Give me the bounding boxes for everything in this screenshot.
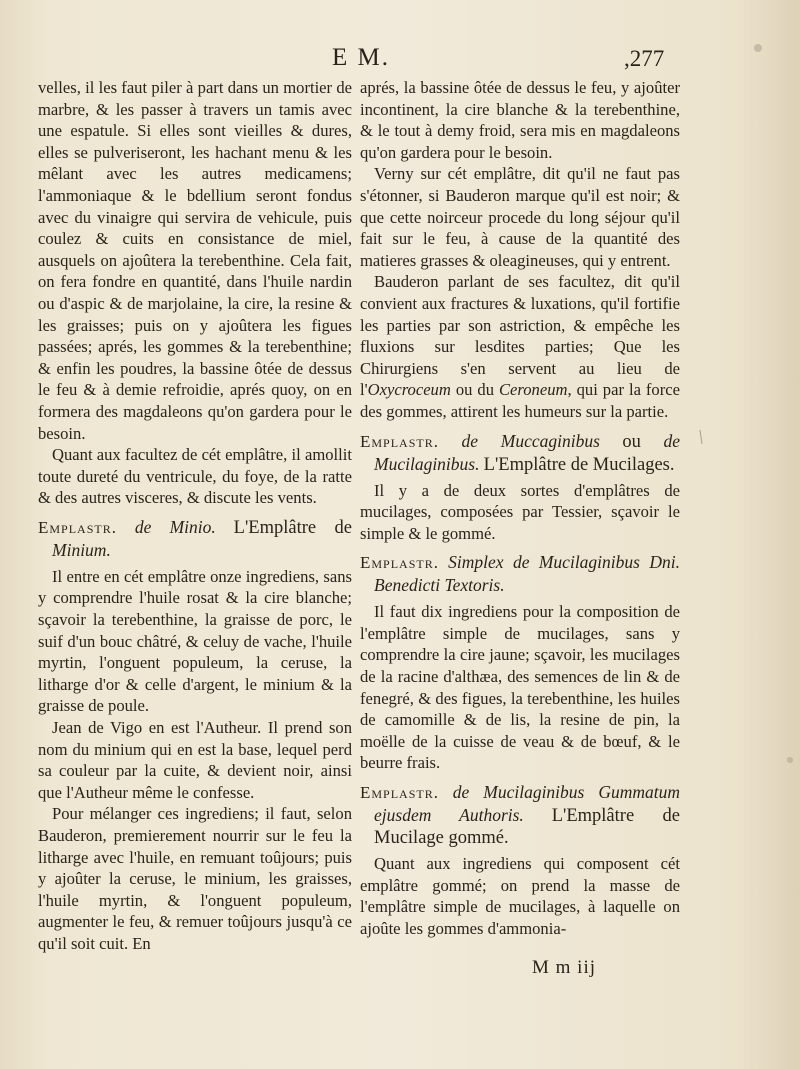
signature-mark: M m iij	[532, 957, 597, 978]
heading-label: Emplastr.	[360, 553, 439, 573]
heading-latin: de Muccaginibus	[461, 430, 600, 451]
heading-french: L'Emplâtre de Mucilage gommé.	[374, 806, 680, 849]
heading-label: Emplastr.	[38, 517, 117, 537]
section-heading-mucilaginibus	[360, 430, 680, 476]
running-title: E M.	[332, 44, 390, 71]
paragraph: Quant aux ingrediens qui composent cét emplâtre gommé; on prend la masse de l'emplâtre simple de mucilages, à laquelle on ajoûte les gommes d'ammonia-	[360, 854, 680, 938]
text-run: , qui par la force des gommes, attirent les humeurs sur la partie.	[360, 380, 680, 421]
paragraph: Pour mélanger ces ingrediens; il faut, selon Bauderon, premierement nourrir sur le feu la litharge avec l'huile, en remuant toûjours; puis y ajoûter la ceruse, le minium, les graisses, l'huile myrtin, & l'onguent populeum, augmenter le feu, & remuer toûjours jusqu'à ce qu'il soit cuit. En	[38, 804, 352, 953]
heading-conjunction: ou	[622, 431, 641, 452]
text-run: ou du	[450, 380, 499, 400]
heading-french: L'Emplâtre de Mucilages.	[483, 454, 675, 475]
page-number: ,277	[624, 46, 665, 71]
section-heading-minio	[38, 516, 352, 562]
text-run: Bauderon parlant de ses facultez, dit qu'il convient aux fractures & luxations, qu'il fortifie les parties par son astriction, & empêche les fluxions sur lesdites parties; Que les Chirurgiens s'en servent au lieu de l'	[360, 272, 680, 400]
heading-label: Emplastr.	[360, 431, 439, 451]
heading-latin: de Mucilaginibus.	[374, 430, 680, 474]
heading-label: Emplastr.	[360, 783, 439, 803]
heading-latin: Simplex de Mucilaginibus Dni. Benedicti Textoris.	[374, 552, 680, 596]
section-heading-simplex	[360, 551, 680, 597]
paragraph: Il y a de deux sortes d'emplâtres de mucilages, composées par Tessier, sçavoir le simple & le gommé.	[360, 480, 680, 543]
italic-term: Oxycroceum	[367, 380, 451, 400]
paragraph: Quant aux facultez de cét emplâtre, il amollit toute dureté du ventricule, du foye, de la ratte & des autres visceres, & discute les vents.	[38, 445, 352, 508]
paragraph: Il faut dix ingrediens pour la composition de l'emplâtre simple de mucilages, sans y comprendre la cire jaune; sçavoir, les mucilages de la racine d'althæa, des semences de lin & de fenegré, & des figues, la terebenthine, les huiles de camomille & de lis, la resine de pin, la moëlle de la cuisse de veau & de bœuf, & le beurre frais.	[360, 602, 680, 773]
paragraph	[360, 271, 680, 422]
heading-latin: de Minio.	[134, 516, 216, 537]
running-header	[0, 40, 800, 74]
heading-latin: de Mucilaginibus Gummatum ejusdem Authoris.	[374, 782, 680, 826]
paragraph: Verny sur cét emplâtre, dit qu'il ne faut pas s'étonner, si Bauderon marque qu'il est noir; & que cette noirceur procede du long séjour qu'il fait sur le feu, à cause de la quantité des matieres grasses & oleagineuses, qui y entrent.	[360, 164, 680, 270]
italic-term: Ceroneum	[498, 380, 568, 400]
paragraph: Il entre en cét emplâtre onze ingrediens, sans y comprendre l'huile rosat & la cire blanche; sçavoir la terebenthine, la graisse de porc, le suif d'un bouc châtré, & celuy de vache, l'huile myrtin, l'onguent populeum, la ceruse, la litharge d'or & celle d'argent, le minium & la graisse de poule.	[38, 566, 352, 716]
left-column	[38, 77, 352, 955]
heading-french: L'Emplâtre de	[233, 517, 352, 538]
heading-latin: Minium.	[52, 539, 111, 560]
section-heading-gummatum	[360, 781, 680, 849]
paragraph: Jean de Vigo en est l'Autheur. Il prend son nom du minium qui en est la base, lequel perd sa couleur par la cuite, & devient noir, ainsi que l'Autheur même le confesse.	[38, 718, 352, 802]
paragraph: velles, il les faut piler à part dans un mortier de marbre, & les passer à travers un tamis avec une espatule. Si elles sont vieilles & dures, elles se pulveriseront, les hachant menu & les mêlant avec les autres medicamens; l'ammoniaque & le bdellium seront fondus avec du vinaigre qui servira de vehicule, puis coulez & cuits en consistance de miel, ausquels on ajoûtera la terebenthine. Cela fait, on fera fondre en quantité, dans l'huile nardin ou d'aspic & de marjolaine, la cire, la resine & les graisses; puis on y ajoûtera les figues passées; aprés, les gommes & la terebenthine; & enfin les poudres, la bassine ôtée de dessus le feu & à demie refroidie, aprés quoy, on en formera des magdaleons qu'on gardera pour le besoin.	[38, 78, 352, 443]
right-column	[360, 77, 680, 939]
paragraph: aprés, la bassine ôtée de dessus le feu, y ajoûter incontinent, la cire blanche & la terebenthine, & le tout à demy froid, sera mis en magdaleons qu'on gardera pour le besoin.	[360, 78, 680, 162]
